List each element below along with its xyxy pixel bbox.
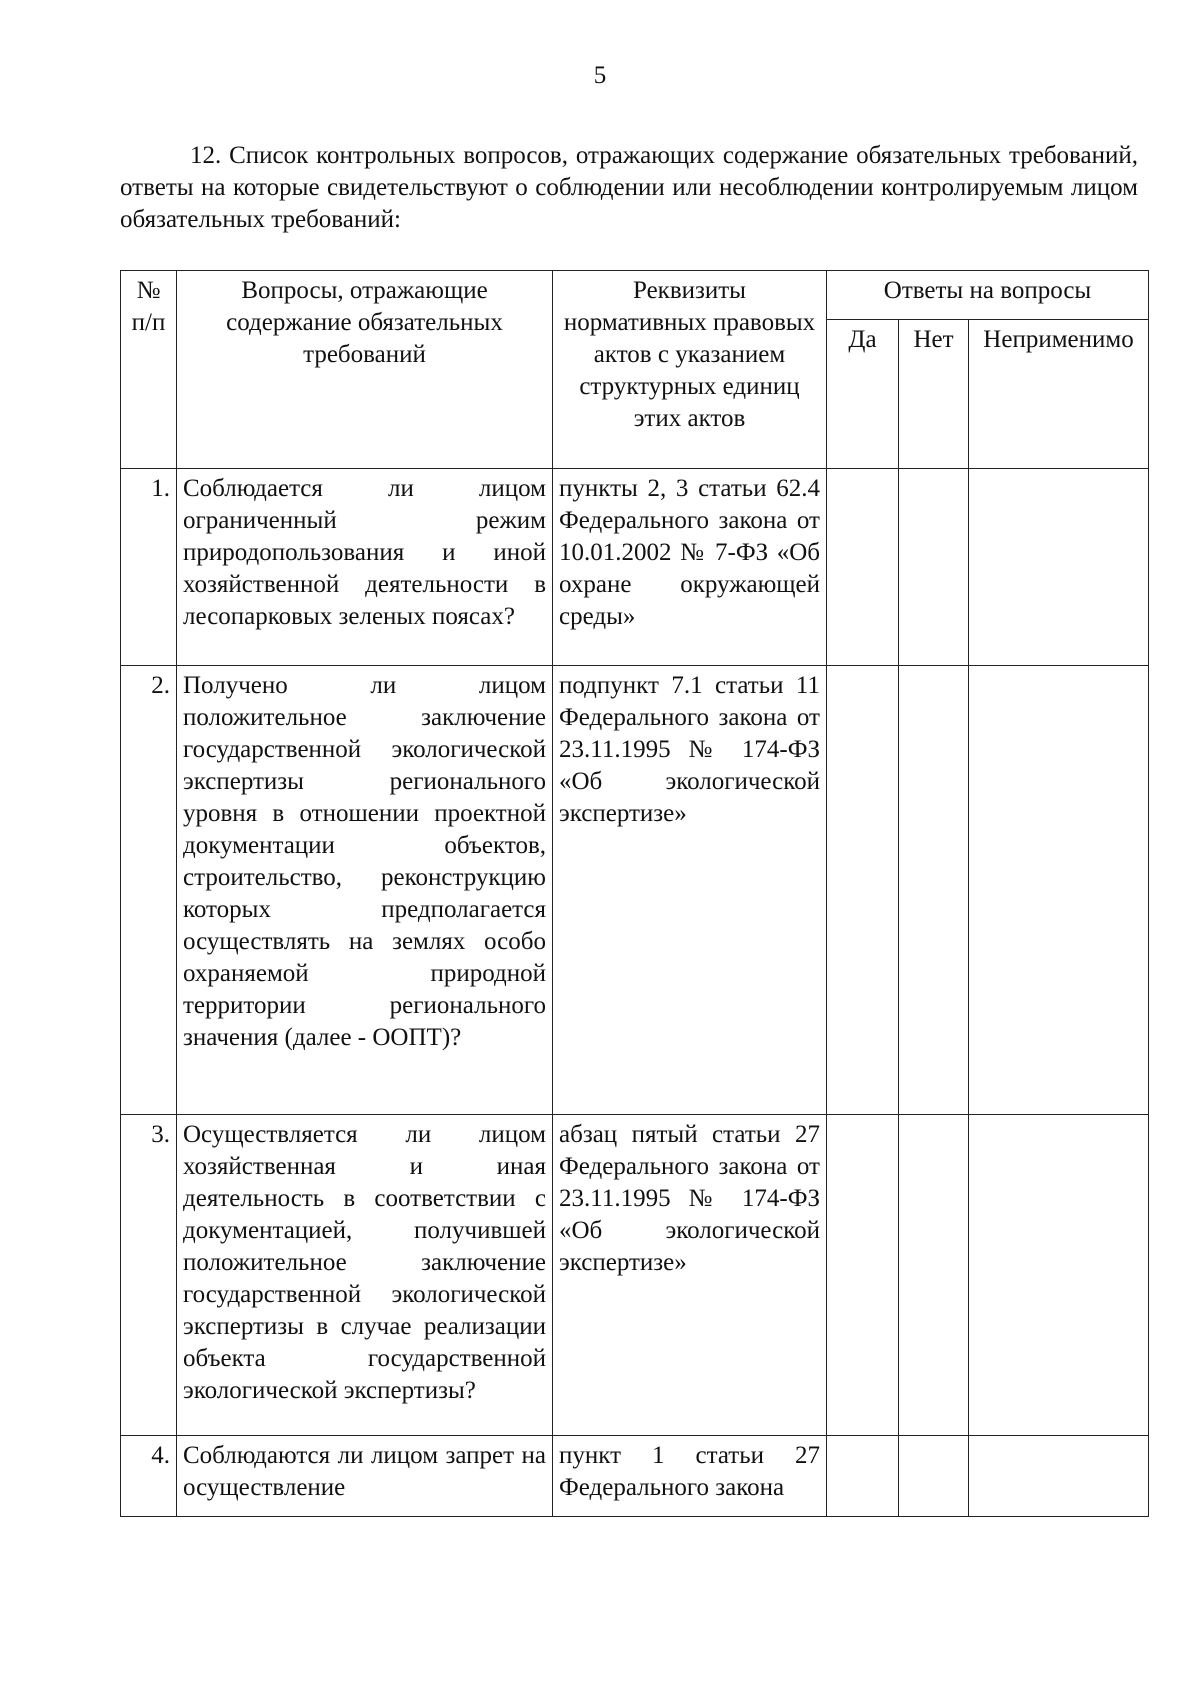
row-number: 2.: [121, 666, 177, 1115]
answer-na-cell[interactable]: [969, 469, 1149, 666]
table-row: [121, 1436, 1149, 1517]
page-number: 5: [593, 62, 607, 89]
answer-yes-cell[interactable]: [827, 1115, 899, 1436]
table-row: [121, 1115, 1149, 1436]
header-answers: Ответы на вопросы: [827, 271, 1149, 320]
header-num: № п/п: [121, 271, 177, 469]
answer-no-cell[interactable]: [899, 469, 969, 666]
question-cell: Получено ли лицом положительное заключение государственной экологической экспертизы регионального уровня в отношении проектной документации объектов, строительство, реконструкцию которых предполагается осуществлять на землях особо охраняемой природной территории регионального значения (далее - ООПТ)?: [177, 666, 553, 1115]
answer-na-cell[interactable]: [969, 1436, 1149, 1517]
answer-na-cell[interactable]: [969, 666, 1149, 1115]
question-cell: Соблюдается ли лицом ограниченный режим природопользования и иной хозяйственной деятельности в лесопарковых зеленых поясах?: [177, 469, 553, 666]
row-number: 4.: [121, 1436, 177, 1517]
answer-yes-cell[interactable]: [827, 469, 899, 666]
answer-no-cell[interactable]: [899, 1436, 969, 1517]
header-question: Вопросы, отражающие содержание обязательных требований: [177, 271, 553, 469]
question-text: Соблюдаются ли лицом запрет на осуществление: [183, 1442, 546, 1501]
answer-no-cell[interactable]: [899, 666, 969, 1115]
row-number: 1.: [121, 469, 177, 666]
question-cell: Осуществляется ли лицом хозяйственная и иная деятельность в соответствии с документацией, получившей положительное заключение государственной экологической экспертизы в случае реализации объекта государственной экологической экспертизы?: [177, 1115, 553, 1436]
header-requisites: Реквизиты нормативных правовых актов с указанием структурных единиц этих актов: [553, 271, 827, 469]
checklist-table: [120, 270, 1149, 1517]
requisites-cell: [553, 1436, 827, 1517]
table-row: [121, 469, 1149, 666]
requisites-cell: пункты 2, 3 статьи 62.4 Федерального закона от 10.01.2002 № 7-ФЗ «Об охране окружающей среды»: [553, 469, 827, 666]
intro-paragraph: 12. Список контрольных вопросов, отражающих содержание обязательных требований, ответы на которые свидетельствуют о соблюдении или несоблюдении контролируемым лицом обязательных требований:: [120, 142, 1138, 233]
table-row: [121, 666, 1149, 1115]
header-row: [121, 271, 1149, 320]
requisites-text: пункт 1 статьи 27 Федерального закона: [559, 1442, 820, 1501]
question-cell: [177, 1436, 553, 1517]
requisites-cell: абзац пятый статьи 27 Федерального закона от 23.11.1995 № 174-ФЗ «Об экологической экспертизе»: [553, 1115, 827, 1436]
answer-yes-cell[interactable]: [827, 666, 899, 1115]
row-number: 3.: [121, 1115, 177, 1436]
requisites-cell: подпункт 7.1 статьи 11 Федерального закона от 23.11.1995 № 174-ФЗ «Об экологической экспертизе»: [553, 666, 827, 1115]
answer-na-cell[interactable]: [969, 1115, 1149, 1436]
header-yes: Да: [827, 320, 899, 469]
header-na: Неприменимо: [969, 320, 1149, 469]
answer-no-cell[interactable]: [899, 1115, 969, 1436]
header-no: Нет: [899, 320, 969, 469]
answer-yes-cell[interactable]: [827, 1436, 899, 1517]
